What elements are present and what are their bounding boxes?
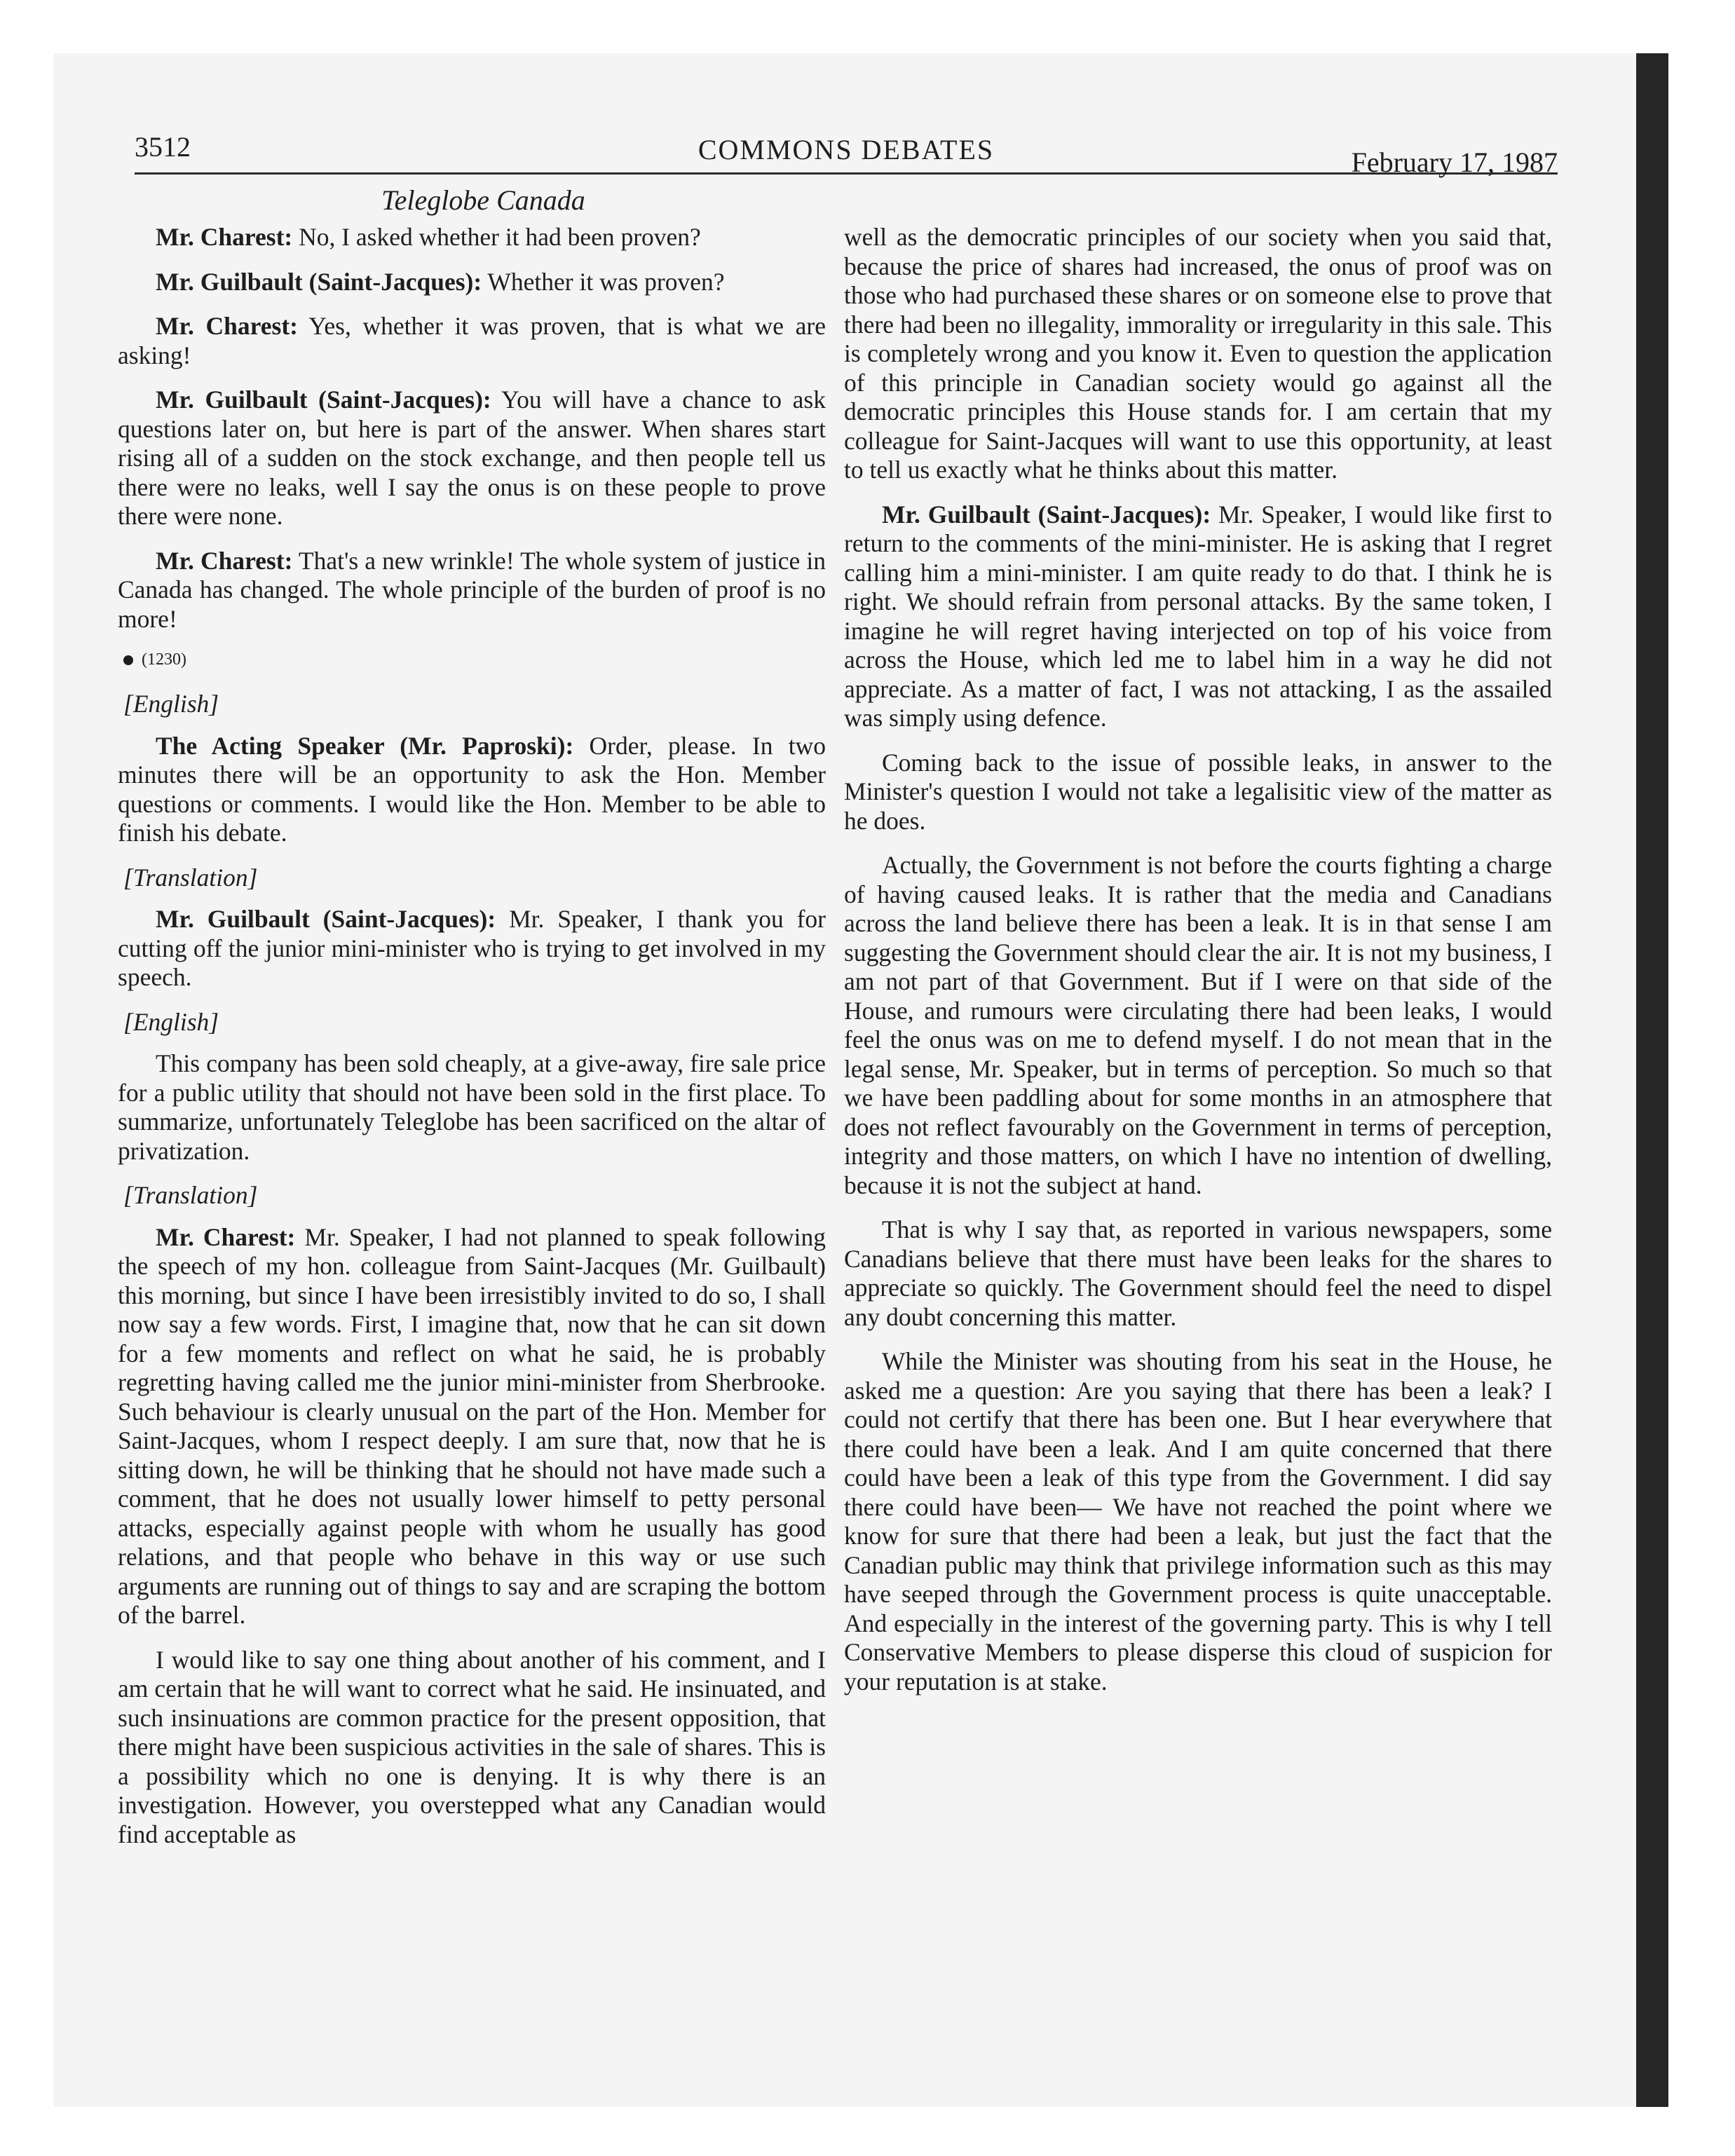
header-date: February 17, 1987 [1351,146,1558,178]
speech-text: That's a new wrinkle! The whole system of justice in Canada has changed. The whole principle of the burden of proof is no more! [118,546,826,633]
section-title: Teleglobe Canada [381,184,585,216]
speech-text: Mr. Speaker, I thank you for cutting off the junior mini-minister who is trying to get involved in my speech. [118,905,826,991]
speaker-name: Mr. Guilbault (Saint-Jacques): [156,905,496,933]
left-column [118,223,826,1864]
paragraph [118,268,826,297]
paragraph: I would like to say one thing about another of his comment, and I am certain that he will want to correct what he said. He insinuated, and such insinuations are common practice for the present opposition, that there might have been suspicious activities in the sale of shares. This is a possibility which no one is denying. It is why there is an investigation. However, you overstepped what any Canadian would find acceptable as [118,1645,826,1848]
paragraph: While the Minister was shouting from his seat in the House, he asked me a question: Are you saying that there has been a leak? I could not certify that there has been one. But I hear everywhere that there could have been a leak. And I am quite concerned that there could have been a leak of this type from the Government. I did say there could have been— We have not reached the point where we know for sure that there had been a leak, but just the fact that the Canadian public may think that privilege information such as this may have seeped through the Government process is quite unacceptable. And especially in the interest of the governing party. This is why I tell Conservative Members to please disperse this cloud of suspicion for your reputation is at stake. [844,1347,1552,1696]
page-header [135,130,1558,178]
paragraph: Actually, the Government is not before the courts fighting a charge of having caused leaks. It is rather that the media and Canadians across the land believe there has been a leak. It is in that sense I am suggesting the Government should clear the air. It is not my business, I am not part of that Government. But if I were on that side of the House, and rumours were circulating there had been leaks, I would feel the onus was on me to defend myself. I do not mean that in the legal sense, Mr. Speaker, but in terms of perception. So much so that we have been paddling about for some months in an atmosphere that does not reflect favourably on the Government in terms of perception, integrity and those matters, on which I have no intention of dwelling, because it is not the subject at hand. [844,851,1552,1199]
speech-text: Yes, whether it was proven, that is what we are asking! [118,312,826,369]
paragraph: Coming back to the issue of possible leaks, in answer to the Minister's question I would not take a legalisitic view of the matter as he does. [844,748,1552,835]
speaker-name: Mr. Guilbault (Saint-Jacques): [156,386,491,414]
running-title: COMMONS DEBATES [698,134,995,165]
time-stamp: (1230) [142,650,186,669]
speaker-name: Mr. Charest: [156,546,293,575]
speaker-name: The Acting Speaker (Mr. Paproski): [156,731,574,760]
paragraph [118,386,826,531]
paragraph [118,1223,826,1630]
paragraph [118,223,826,252]
speech-text: Whether it was proven? [482,267,725,296]
paragraph [844,500,1552,733]
paragraph [118,547,826,634]
paragraph: This company has been sold cheaply, at a give-away, fire sale price for a public utility that should not have been sold in the first place. To summarize, unfortunately Teleglobe has been sacrificed on the altar of privatization. [118,1049,826,1165]
paragraph [118,732,826,848]
speech-text: You will have a chance to ask questions later on, but here is part of the answer. When shares start rising all of a sudden on the stock exchange, and then people tell us there were no leaks, well I say the onus is on these people to prove there were none. [118,386,826,530]
paragraph [118,905,826,992]
binding-edge [1636,53,1668,2107]
paragraph [118,312,826,370]
speech-text: No, I asked whether it had been proven? [292,223,701,251]
speaker-name: Mr. Charest: [156,223,293,251]
language-tag: [English] [123,1007,219,1036]
language-tag: [Translation] [123,1181,258,1209]
language-tag: [Translation] [123,863,258,892]
speaker-name: Mr. Guilbault (Saint-Jacques): [882,500,1211,528]
speaker-name: Mr. Guilbault (Saint-Jacques): [156,267,482,296]
time-marker [123,649,826,670]
right-column [844,223,1552,1712]
speech-text: Mr. Speaker, I had not planned to speak following the speech of my hon. colleague from Saint-Jacques (Mr. Guilbault) this morning, but since I have been irresistibly invited to do so, I shall now say a few words. First, I imagine that, now that he can sit down for a few moments and reflect on what he said, he is probably regretting having called me the junior mini-minister from Sherbrooke. Such behaviour is clearly unusual on the part of the Hon. Member for Saint-Jacques, whom I respect deeply. I am sure that, now that he is sitting down, he will be thinking that he should not have made such a comment, that he does not usually lower himself to petty personal attacks, especially against people with whom he usually has good relations, and that people who behave in this way or use such arguments are running out of things to say and are scraping the bottom of the barrel. [118,1222,826,1629]
paragraph: That is why I say that, as reported in various newspapers, some Canadians believe that there must have been leaks for the shares to appreciate so quickly. The Government should feel the need to dispel any doubt concerning this matter. [844,1215,1552,1331]
page-number: 3512 [135,131,191,163]
speaker-name: Mr. Charest: [156,312,298,340]
language-tag: [English] [123,690,219,718]
speaker-name: Mr. Charest: [156,1222,296,1251]
bullet-icon [123,655,133,665]
speech-text: Order, please. In two minutes there will be an opportunity to ask the Hon. Member questions or comments. I would like the Hon. Member to be able to finish his debate. [118,731,826,847]
paragraph: well as the democratic principles of our society when you said that, because the price of shares had increased, the onus of proof was on those who had purchased these shares or on someone else to prove that there had been no illegality, immorality or irregularity in this sale. This is completely wrong and you know it. Even to question the application of this principle in Canadian society would go against all the democratic principles this House stands for. I am certain that my colleague for Saint-Jacques will want to use this opportunity, at least to tell us exactly what he thinks about this matter. [844,223,1552,484]
speech-text: Mr. Speaker, I would like first to return to the comments of the mini-minister. He is asking that I regret calling him a mini-minister. I am quite ready to do that. I think he is right. We should refrain from personal attacks. By the same token, I imagine he will regret having interjected on top of his voice from across the House, which led me to label him in a way he did not appreciate. As a matter of fact, I was not attacking, I as the assailed was simply using defence. [844,500,1552,732]
